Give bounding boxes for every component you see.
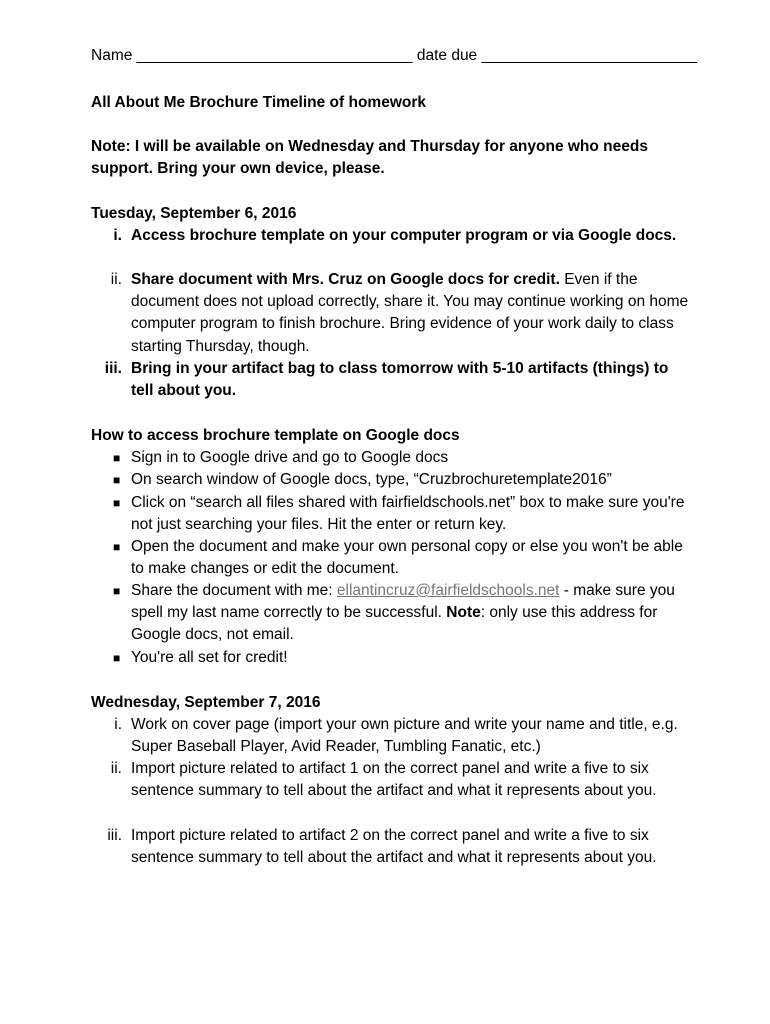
name-blank: ________________________________ (136, 47, 413, 64)
tuesday-item-3-number: iii. (104, 360, 122, 377)
square-bullet-icon: ■ (113, 473, 121, 487)
wednesday-item-2-number: ii. (110, 760, 122, 777)
wednesday-item-1-number: i. (114, 716, 122, 733)
tuesday-item-2-text (131, 269, 691, 358)
howto-item-2: On search window of Google docs, type, “Cruzbrochuretemplate2016” (131, 471, 612, 488)
howto-item-3: Click on “search all files shared with fairfieldschools.net” box to make sure you're not just searching your files. Hit the enter or return key. (131, 494, 685, 534)
name-date-line (91, 45, 697, 67)
tuesday-item-1-text: Access brochure template on your computer program or via Google docs. (131, 227, 677, 244)
tuesday-item-3-text: Bring in your artifact bag to class tomorrow with 5-10 artifacts (things) to tell about you. (131, 360, 669, 400)
square-bullet-icon: ■ (113, 540, 121, 554)
howto-item-5-post: : only use this address for Google docs, not email. (131, 604, 658, 644)
howto-item-4: Open the document and make your own personal copy or else you won't be able to make changes or edit the document. (131, 538, 683, 578)
tuesday-item-2-rest: Even if the document does not upload correctly, share it. You may continue working on home computer program to finish brochure. Bring evidence of your work daily to class starting Thursday, though. (131, 271, 689, 355)
note-line-2: support. Bring your own device, please. (91, 160, 385, 177)
wednesday-item-1-text: Work on cover page (import your own picture and write your name and title, e.g. Super Baseball Player, Avid Reader, Tumbling Fanatic, etc.) (131, 716, 678, 756)
wednesday-item-3-number: iii. (107, 827, 122, 844)
square-bullet-icon: ■ (113, 496, 121, 510)
howto-heading: How to access brochure template on Google docs (91, 427, 460, 444)
tuesday-heading: Tuesday, September 6, 2016 (91, 205, 297, 222)
name-label: Name (91, 47, 133, 64)
document-title: All About Me Brochure Timeline of homework (91, 94, 427, 111)
date-due-blank: _________________________ (481, 47, 698, 64)
tuesday-item-1-number: i. (113, 227, 122, 244)
wednesday-heading: Wednesday, September 7, 2016 (91, 694, 321, 711)
howto-item-5-mid: - make sure you spell my last name correctly to be successful. (131, 582, 675, 622)
tuesday-item-2-bold: Share document with Mrs. Cruz on Google docs for credit. (131, 271, 560, 288)
howto-item-5 (131, 580, 691, 647)
tuesday-item-2-number: ii. (110, 271, 122, 288)
howto-item-6: You're all set for credit! (131, 649, 288, 666)
square-bullet-icon: ■ (113, 584, 121, 598)
howto-item-5-pre: Share the document with me: (131, 582, 337, 599)
square-bullet-icon: ■ (113, 651, 121, 665)
wednesday-item-2-text: Import picture related to artifact 1 on the correct panel and write a five to six sentence summary to tell about the artifact and what it represents about you. (131, 760, 657, 800)
howto-item-1: Sign in to Google drive and go to Google docs (131, 449, 449, 466)
note-line-1: Note: I will be available on Wednesday and Thursday for anyone who needs (91, 138, 648, 155)
howto-item-5-note-bold: Note (446, 604, 481, 622)
wednesday-item-3-text: Import picture related to artifact 2 on the correct panel and write a five to six sentence summary to tell about the artifact and what it represents about you. (131, 827, 657, 867)
email-link[interactable]: ellantincruz@fairfieldschools.net (336, 582, 560, 599)
square-bullet-icon: ■ (113, 451, 121, 465)
date-due-label: date due (416, 47, 478, 64)
